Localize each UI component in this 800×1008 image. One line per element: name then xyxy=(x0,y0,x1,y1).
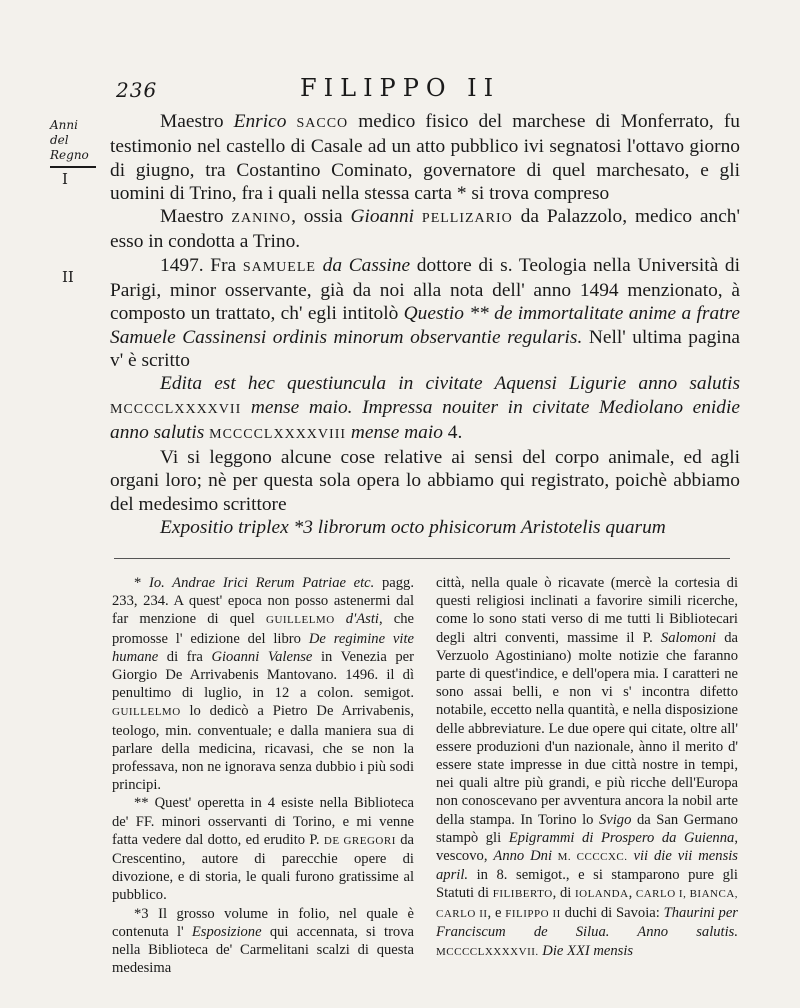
text-run: da Crescentino, autore di parecchie opere di divozione, e di storia, le quali furono gratissime al pubblico. xyxy=(112,831,414,904)
text-run: Gioanni Valense xyxy=(211,648,313,665)
footnote-column-right xyxy=(436,574,738,977)
footnote-column-left xyxy=(112,574,414,977)
text-run: Thaurini per Franciscum de Silua. Anno salutis. xyxy=(436,904,738,940)
text-run: *3 Il grosso volume in folio, nel quale è contenuta l' xyxy=(112,905,414,940)
paragraph-samuele xyxy=(110,254,740,372)
text-run: mense maio xyxy=(346,421,443,443)
margin-year-1: I xyxy=(62,170,68,188)
text-run: di fra xyxy=(158,648,212,665)
footnote-3 xyxy=(112,905,414,978)
text-run: M. CCCCXC. xyxy=(552,851,628,864)
text-run: Io. Andrae Irici Rerum Patriae etc. xyxy=(148,575,375,591)
text-run: FILIPPO II xyxy=(505,907,561,920)
text-run: Svigo xyxy=(598,811,632,828)
text-run: Epigrammi di Prospero da Guienna xyxy=(508,829,735,846)
main-text xyxy=(110,110,740,539)
text-run: pagg. 233, 234. A quest' epoca non posso astenermi dal far menzione di quel xyxy=(112,575,414,628)
text-run: duchi di Savoia: xyxy=(560,904,664,921)
footnotes xyxy=(112,574,738,977)
text-run: SAMUELE xyxy=(242,259,316,275)
footnote-1 xyxy=(112,574,414,794)
text-run: Esposizione xyxy=(191,923,262,940)
text-run: ZANINO xyxy=(231,211,292,227)
footnote-3-continued xyxy=(436,574,738,961)
text-run: Maestro xyxy=(160,206,232,228)
footnote-rule xyxy=(114,558,730,559)
page-header xyxy=(0,74,800,104)
text-run: DE GREGORI xyxy=(323,834,396,847)
text-run: d'Asti xyxy=(334,611,379,628)
text-run: PELLIZARIO xyxy=(421,211,513,227)
text-run: mense maio. Impressa nouiter in civitate Mediolano enidie anno salutis xyxy=(110,396,740,443)
margin-divider xyxy=(50,166,96,168)
margin-del-regno: del Regno xyxy=(50,133,89,162)
text-run: * xyxy=(134,575,149,591)
text-run: da Palazzolo, medico anch' esso in condotta a Trino. xyxy=(110,206,740,253)
text-run: Anno Dni xyxy=(493,848,553,865)
text-run: Gioanni xyxy=(350,206,415,228)
text-run: da Cassine xyxy=(322,254,411,276)
text-run: MCCCCLXXXXVIII xyxy=(209,426,347,442)
text-run: in Venezia per Giorgio De Arrivabenis Mantovano. 1496. il dì penultimo di luglio, in 12 a colon. semigot. xyxy=(112,648,414,702)
page-number: 236 xyxy=(116,78,158,102)
text-run: in 8. semigot., e si stamparono pure gli Statuti di xyxy=(436,867,738,902)
text-run: GUILLELMO xyxy=(112,706,181,719)
text-run: dottore di s. Teologia nella Università di Parigi, minor osservante, già da noi alla nota dell' anno 1494 menzionato, à composto un trattato, ch' egli intitolò xyxy=(110,254,740,325)
text-run: CARLO I, BIANCA, CARLO II xyxy=(436,888,739,920)
text-run: medico fisico del marchese di Monferrato, fu testimonio nel castello di Casale ad un atto pubblico ivi segnatosi l'ottavo giorno di giugno, tra Costantino Cominato, governatore di quel marchesato, e gli uomini di Trino, fra i quali nella stessa carta * si trova compreso xyxy=(110,111,740,204)
text-run: MCCCCLXXXXVII. xyxy=(436,946,539,959)
margin-notes xyxy=(50,118,110,187)
margin-year-2: II xyxy=(62,268,74,286)
text-run: Edita est hec questiuncula in civitate Aquensi Ligurie anno salutis xyxy=(160,373,740,395)
text-run: vii die vii mensis april. xyxy=(436,848,738,884)
text-run: , vescovo, xyxy=(436,829,738,865)
text-run: MCCCCLXXXXVII xyxy=(110,401,242,417)
text-run: GUILLELMO xyxy=(266,614,335,627)
text-run: FILIBERTO xyxy=(492,888,553,901)
footnote-2 xyxy=(112,794,414,904)
text-run: 1497. Fra xyxy=(160,254,243,276)
paragraph-edita xyxy=(110,372,740,446)
text-run: Salomoni xyxy=(660,629,717,646)
running-title: FILIPPO II xyxy=(300,74,501,102)
text-run: , di xyxy=(552,885,575,902)
text-run: lo dedicò a Pietro De Arrivabenis, teologo, min. conventuale; e dalla maniera sua di parlare della medicina, ricavasi, che se non la professava, non ne ignorava senza dubbio i più sodi principi. xyxy=(112,703,414,794)
text-run: qui accennata, si trova nella Biblioteca de' Carmelitani scalzi di questa medesima xyxy=(112,923,414,977)
text-run: Maestro xyxy=(160,111,234,132)
text-run: da San Germano stampò gli xyxy=(436,811,738,846)
text-run: Questio ** de immortalitate anime a fratre Samuele Cassinensi ordinis minorum observantie regularis. xyxy=(110,303,740,348)
paragraph-zanino xyxy=(110,205,740,254)
text-run: IOLANDA xyxy=(574,888,629,901)
paragraph-expositio: Expositio triplex *3 librorum octo phisicorum Aristotelis quarum xyxy=(160,517,666,539)
text-run: 4. xyxy=(442,421,463,443)
text-run: De regimine vite humane xyxy=(112,630,414,665)
paragraph-organi: Vi si leggono alcune cose relative ai sensi del corpo animale, ed agli organi loro; nè per questa sola opera lo abbiamo qui registrato, poichè abbiamo del medesimo scrittore xyxy=(110,447,740,515)
text-run: città, nella quale ò ricavate (mercè la cortesia di questi religiosi inclinati a favorire simili ricerche, come lo sono stati verso di me tutti li Bibliotecari degli altri conventi, massime il P. xyxy=(436,575,738,646)
text-run: Enrico xyxy=(233,111,287,132)
margin-anni: Anni xyxy=(50,118,78,132)
text-run: SACCO xyxy=(296,116,349,131)
text-run: , e xyxy=(487,904,506,921)
text-run: da Verzuolo Agostiniano) molte notizie che faranno parte di quest'indice, e dell'opera mia. I caratteri ne sono assai belli, e non vi s' incontra difetto notabile, eccetto nella quantità, e nella disposizione delle abbreviature. Le due opere qui citate, oltre all' essere produzioni d'un nazionale, ànno il merito d' essere state impresse in due città nostre in tempi, nei quali altre più grandi, e più ricche dell'Europa non conoscevano per avventura ancora la nobil arte della stampa. In Torino lo xyxy=(436,629,738,828)
text-run: Die XXI mensis xyxy=(538,943,634,960)
paragraph-sacco xyxy=(110,110,740,205)
text-run: Nell' ultima pagina v' è scritto xyxy=(110,326,740,371)
text-run: , xyxy=(628,885,636,902)
text-run: , ossia xyxy=(291,206,351,228)
text-run: ** Quest' operetta in 4 esiste nella Biblioteca de' FF. minori osservanti di Torino, e mi venne fatta vedere dal dotto, ed erudito P. xyxy=(112,795,414,848)
text-run: , che promosse l' edizione del libro xyxy=(112,611,414,647)
